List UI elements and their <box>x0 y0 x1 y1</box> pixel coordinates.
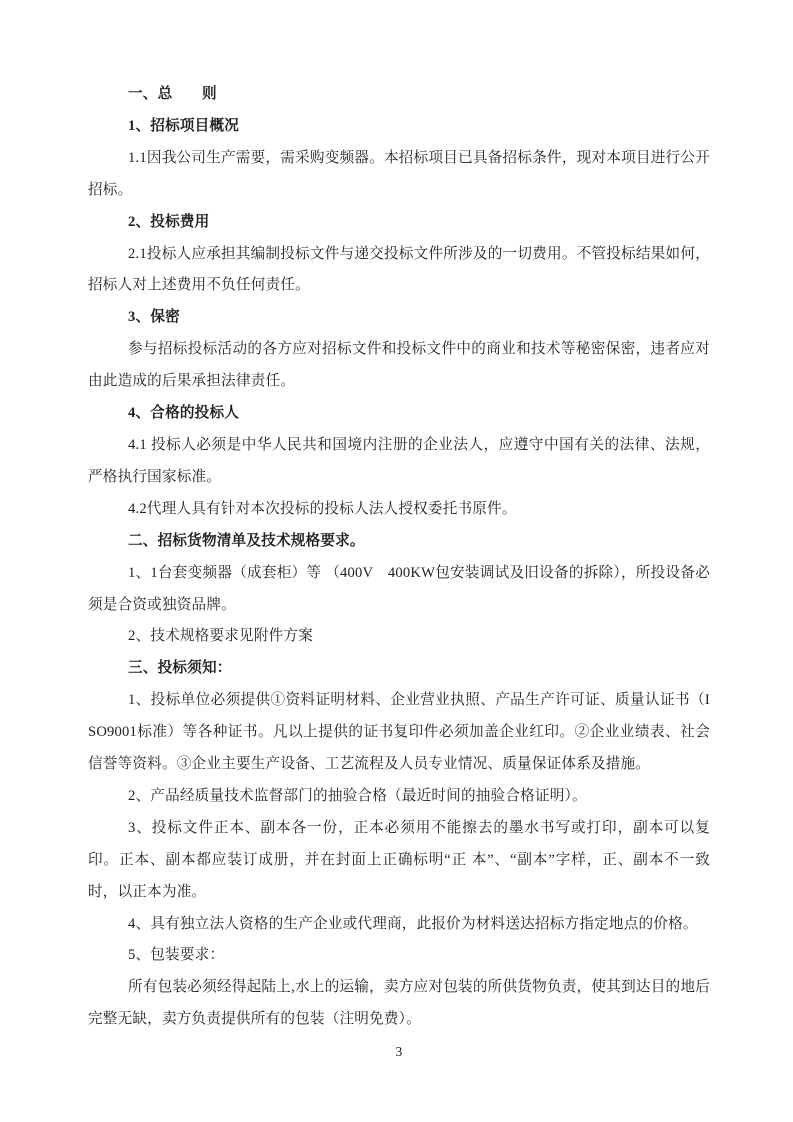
paragraph: 2、产品经质量技术监督部门的抽验合格（最近时间的抽验合格证明）。 <box>128 787 587 804</box>
paragraph: 2、技术规格要求见附件方案 <box>128 628 314 645</box>
paragraph: 4.1 投标人必须是中华人民共和国境内注册的企业法人，应遵守中国有关的法律、法规，严格执行国家标准。 <box>88 436 710 485</box>
paragraph: 3、投标文件正本、副本各一份，正本必须用不能擦去的墨水书写或打印，副本可以复印。正本、副本都应装订成册，并在封面上正确标明“正 本”、“副本”字样，正、副本不一致时，以正本为准。 <box>88 819 710 900</box>
page-number: 3 <box>395 1044 403 1060</box>
section-heading: 3、保密 <box>128 309 180 326</box>
section-heading: 4、合格的投标人 <box>128 405 240 422</box>
section-heading: 一、总 则 <box>128 86 217 102</box>
paragraph: 参与招标投标活动的各方应对招标文件和投标文件中的商业和技术等秘密保密，违者应对由此造成的后果承担法律责任。 <box>88 341 710 390</box>
paragraph: 1.1因我公司生产需要，需采购变频器。本招标项目已具备招标条件，现对本项目进行公开招标。 <box>88 149 710 198</box>
section-heading: 二、招标货物清单及技术规格要求。 <box>128 532 365 549</box>
paragraph: 1、投标单位必须提供①资料证明材料、企业营业执照、产品生产许可证、质量认证书（ISO9001标准）等各种证书。凡以上提供的证书复印件必须加盖企业红印。②企业业绩表、社会信誉等资料。③企业主要生产设备、工艺流程及人员专业情况、质量保证体系及措施。 <box>88 692 710 773</box>
section-heading: 1、招标项目概况 <box>128 117 240 134</box>
paragraph: 5、包装要求： <box>128 947 225 964</box>
paragraph: 4.2代理人具有针对本次投标的投标人法人授权委托书原件。 <box>128 500 517 517</box>
paragraph: 2.1投标人应承担其编制投标文件与递交投标文件所涉及的一切费用。不管投标结果如何，招标人对上述费用不负任何责任。 <box>88 245 710 294</box>
paragraph: 所有包装必须经得起陆上,水上的运输，卖方应对包装的所供货物负责，使其到达目的地后完整无缺，卖方负责提供所有的包装（注明免费）。 <box>88 979 710 1028</box>
document-body <box>88 79 710 1068</box>
paragraph: 4、具有独立法人资格的生产企业或代理商，此报价为材料送达招标方指定地点的价格。 <box>128 915 698 932</box>
section-heading: 2、投标费用 <box>128 213 210 230</box>
section-heading: 三、投标须知： <box>128 660 232 677</box>
paragraph: 1、1台套变频器（成套柜）等 （400V 400KW包安装调试及旧设备的拆除），所投设备必须是合资或独资品牌。 <box>88 564 710 613</box>
